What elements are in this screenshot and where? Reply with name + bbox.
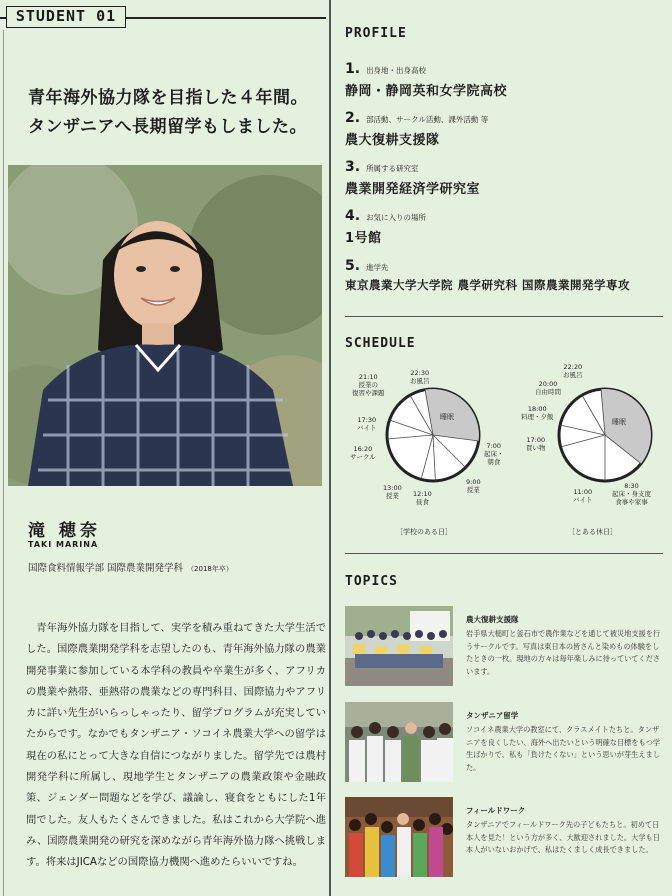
day-off-label: 17:00 買い物 bbox=[526, 436, 546, 452]
department-name: 国際食料情報学部 国際農業開発学科 bbox=[28, 563, 184, 574]
children-photo-illustration bbox=[345, 797, 453, 877]
topic-text-2: ソコイネ農業大学の教室にて、クラスメイトたちと。タンザニアを良くしたい、海外へ出たいという明確な目標をもつ学生ばかりで、私も「負けたくない」という思いが芽生えました。 bbox=[466, 725, 661, 772]
day-off-sleep-label: 睡眠 bbox=[612, 418, 626, 426]
portrait-illustration bbox=[8, 165, 322, 486]
schedule-divider bbox=[345, 553, 663, 554]
school-day-label: 12:10 昼食 bbox=[413, 490, 432, 506]
topic-photo-1 bbox=[345, 606, 453, 686]
profile-value: 農業開発経済学研究室 bbox=[345, 182, 481, 197]
profile-label: 部活動、サークル活動、課外活動 等 bbox=[366, 115, 489, 124]
profile-divider bbox=[345, 316, 663, 317]
headline-line-1: 青年海外協力隊を目指した４年間。 bbox=[28, 88, 308, 108]
profile-item-1 bbox=[345, 58, 507, 99]
day-off-label: 22:20 お風呂 bbox=[563, 363, 583, 379]
left-border bbox=[3, 30, 4, 896]
topic-text-1: 岩手県大槌町と釜石市で農作業などを通じて被災地支援を行うサークルです。写真は東日本の皆さんと染めもの体験をしたときの一枚。現地の方々は毎年楽しみに待っていてくださいます。 bbox=[466, 629, 661, 676]
school-day-caption: ［学校のある日］ bbox=[396, 528, 452, 536]
school-day-label: 16:20 サークル bbox=[350, 445, 376, 461]
topic-title-3: フィールドワーク bbox=[466, 806, 526, 815]
profile-value: 静岡・静岡英和女学院高校 bbox=[345, 84, 508, 99]
headline-line-2: タンザニアへ長期留学もしました。 bbox=[28, 117, 307, 137]
day-off-caption: ［とある休日］ bbox=[568, 528, 617, 536]
school-day-label: 21:10 授業の 復習や課題 bbox=[352, 373, 385, 397]
profile-value: 東京農業大学大学院 農学研究科 国際農業開発学専攻 bbox=[345, 278, 631, 292]
profile-item-5 bbox=[345, 255, 630, 293]
day-off-label: 20:00 自由時間 bbox=[535, 380, 561, 396]
schedule-title: SCHEDULE bbox=[345, 336, 416, 351]
school-day-label: 17:30 バイト bbox=[357, 416, 377, 432]
day-off-label: 8:30 起床・身支度 食事や家事 bbox=[612, 482, 651, 506]
profile-label: お気に入りの場所 bbox=[366, 213, 427, 222]
topic-text-3: タンザニアでフィールドワーク先の子どもたちと。初めて日本人を見た！という方が多く、大歓迎されました。大学も日本人がいないおかげで、私はたくましく成長できました。 bbox=[466, 820, 660, 854]
headline bbox=[28, 84, 328, 142]
graduation-year: （2018年卒） bbox=[187, 565, 233, 573]
classroom-photo-illustration bbox=[345, 702, 453, 782]
profile-num: 2. bbox=[345, 110, 361, 126]
school-day-label: 13:00 授業 bbox=[383, 484, 402, 500]
day-off-label: 18:00 料理・夕飯 bbox=[521, 405, 554, 421]
profile-title: PROFILE bbox=[345, 26, 407, 41]
profile-num: 5. bbox=[345, 258, 361, 274]
topics-title: TOPICS bbox=[345, 574, 398, 589]
body-paragraph: 青年海外協力隊を目指して、実学を積み重ねてきた大学生活でした。国際農業開発学科を志望したのも、青年海外協力隊の農業開発事業に参加している本学科の教員や卒業生が多く、アフリカの農業や熱帯、亜熱帯の農業などの専門科目、国際協力やアフリカに詳い先生がいらっしゃったり、留学プログラムが充実していたからです。なかでもタンザニア・ソコイネ農業大学への留学は現在の私にとって大きな自信につながりました。留学先では農村開発学科に所属し、現地学生とタンザニアの農業政策や金融政策、ジェンダー問題などを学び、議論し、寝食をともにした1年間でした。友人もたくさんできました。私はこれから大学院へ進み、国際農業開発の研究を深めながら青年海外協力隊へ挑戦します。将来はJICAなどの国際協力機関へ進めたらいいですね。 bbox=[26, 622, 326, 869]
profile-label: 進学先 bbox=[366, 263, 389, 272]
student-department bbox=[28, 560, 233, 574]
topic-photo-2 bbox=[345, 702, 453, 782]
profile-value: 1号館 bbox=[345, 231, 382, 246]
day-off-pie bbox=[559, 389, 651, 481]
profile-item-3 bbox=[345, 156, 480, 197]
student-portrait bbox=[8, 165, 322, 486]
school-day-sleep-label: 睡眠 bbox=[440, 413, 454, 421]
profile-num: 1. bbox=[345, 61, 361, 77]
school-day-pie bbox=[387, 389, 479, 481]
profile-num: 4. bbox=[345, 208, 361, 224]
day-off-label: 11:00 バイト bbox=[573, 488, 593, 504]
school-day-label: 7:00 起床・ 朝食 bbox=[484, 442, 504, 466]
profile-label: 出身地・出身高校 bbox=[366, 66, 427, 75]
topic-title-2: タンザニア留学 bbox=[466, 711, 519, 720]
school-day-label: 9:00 授業 bbox=[466, 478, 481, 494]
group-photo-illustration bbox=[345, 606, 453, 686]
school-day-label: 22:30 お風呂 bbox=[410, 369, 430, 385]
profile-label: 所属する研究室 bbox=[366, 164, 419, 173]
profile-num: 3. bbox=[345, 159, 361, 175]
profile-value: 農大復耕支援隊 bbox=[345, 133, 440, 148]
topic-photo-3 bbox=[345, 797, 453, 877]
topic-title-1: 農大復耕支援隊 bbox=[466, 615, 519, 624]
student-name-roman: TAKI MARINA bbox=[28, 540, 99, 549]
profile-item-4 bbox=[345, 205, 426, 246]
student-tag: STUDENT 01 bbox=[6, 6, 126, 28]
header-rule bbox=[126, 17, 326, 19]
student-name: 滝 穂奈 bbox=[28, 521, 101, 541]
profile-item-2 bbox=[345, 107, 488, 148]
